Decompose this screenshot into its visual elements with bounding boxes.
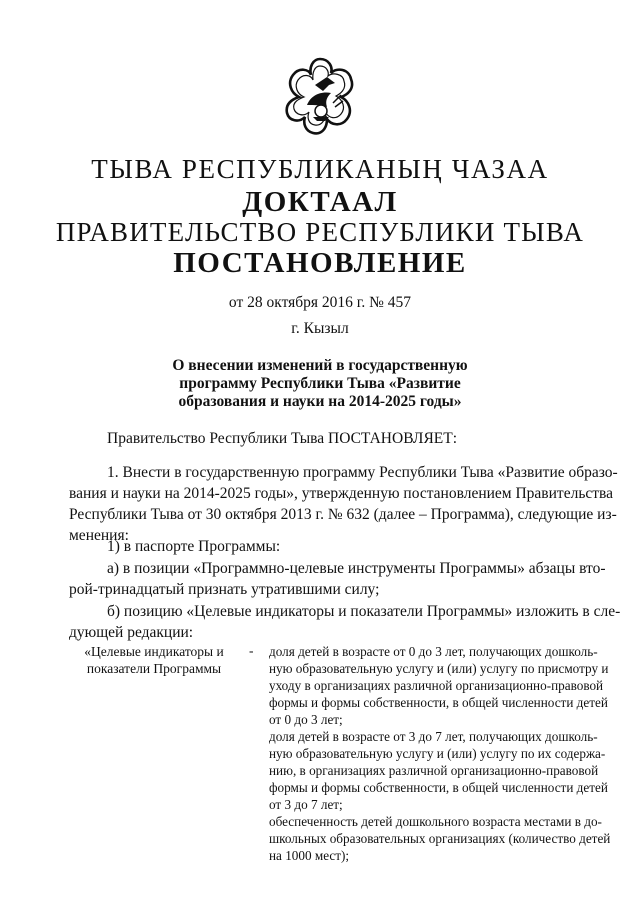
header-government: ПРАВИТЕЛЬСТВО РЕСПУБЛИКИ ТЫВА <box>55 217 585 247</box>
paragraph-3 <box>69 558 606 600</box>
paragraph-2 <box>69 536 593 557</box>
paragraph-line: 1. Внести в государственную программу Республики Тыва «Развитие образо- <box>107 464 618 481</box>
table-right-line: нию, в организациях различной организационно-правовой <box>269 763 599 778</box>
paragraph-line: дующей редакции: <box>69 624 194 641</box>
header-doktaal: ДОКТААЛ <box>242 186 398 218</box>
paragraph-line: 1) в паспорте Программы: <box>107 538 281 555</box>
table-right-line: формы и формы собственности, в общей численности детей <box>269 780 608 795</box>
table-left-cell <box>69 643 239 677</box>
title-line: О внесении изменений в государственную <box>172 357 468 374</box>
paragraph-line: б) позицию «Целевые индикаторы и показатели Программы» изложить в сле- <box>107 603 621 620</box>
table-right-line: доля детей в возрасте от 0 до 3 лет, получающих дошколь- <box>269 644 598 659</box>
paragraph-resolves <box>69 428 593 449</box>
table-dash: - <box>249 643 254 658</box>
table-right-line: от 3 до 7 лет; <box>269 797 343 812</box>
paragraph-line: рой-тринадцатый признать утратившими силу; <box>69 581 380 598</box>
table-right-line: от 0 до 3 лет; <box>269 712 343 727</box>
table-right-line: формы и формы собственности, в общей численности детей <box>269 695 608 710</box>
table-right-line: уходу в организациях различной организационно-правовой <box>269 678 604 693</box>
table-right-cell <box>269 643 611 864</box>
table-left-line: «Целевые индикаторы и <box>84 644 224 659</box>
document-date: от 28 октября 2016 г. № 457 <box>228 294 412 311</box>
document-city: г. Кызыл <box>291 320 349 337</box>
table-right-line: ную образовательную услугу и (или) услугу по их содержа- <box>269 746 606 761</box>
title-line: образования и науки на 2014-2025 годы» <box>178 393 462 410</box>
table-right-line: школьных образовательных организациях (количество детей <box>269 831 611 846</box>
header-postanovlenie: ПОСТАНОВЛЕНИЕ <box>173 247 467 279</box>
table-right-line: ную образовательную услугу и (или) услугу по присмотру и <box>269 661 609 676</box>
paragraph-line: Республики Тыва от 30 октября 2013 г. № 632 (далее – Программа), следующие из- <box>69 506 617 523</box>
header-tyva-line: ТЫВА РЕСПУБЛИКАНЫҢ ЧАЗАА <box>91 154 549 184</box>
document-title <box>0 357 640 411</box>
table-right-line: на 1000 мест); <box>269 848 350 863</box>
paragraph-4 <box>69 601 621 643</box>
table-right-line: доля детей в возрасте от 3 до 7 лет, получающих дошколь- <box>269 729 598 744</box>
paragraph-line: Правительство Республики Тыва ПОСТАНОВЛЯЕТ: <box>107 430 458 447</box>
coat-of-arms-icon <box>277 55 363 141</box>
table-left-line: показатели Программы <box>86 661 222 676</box>
paragraph-line: менения: <box>69 527 129 544</box>
paragraph-1 <box>69 462 618 546</box>
title-line: программу Республики Тыва «Развитие <box>179 375 461 392</box>
table-right-line: обеспеченность детей дошкольного возраста местами в до- <box>269 814 602 829</box>
paragraph-line: а) в позиции «Программно-целевые инструменты Программы» абзацы вто- <box>107 560 606 577</box>
paragraph-line: вания и науки на 2014-2025 годы», утвержденную постановлением Правительства <box>69 485 614 502</box>
